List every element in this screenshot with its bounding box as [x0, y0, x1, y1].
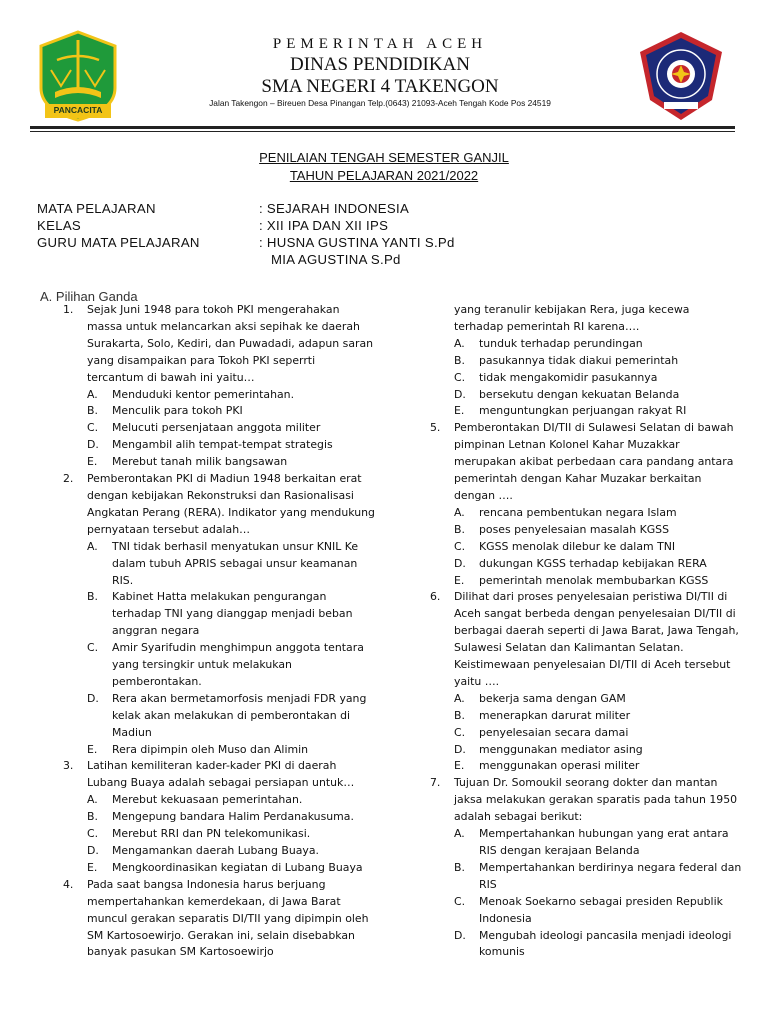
option-text: Rera dipimpin oleh Muso dan Alimin — [112, 742, 309, 756]
answer-option — [454, 826, 742, 860]
option-letter: B. — [87, 590, 98, 604]
option-letter: C. — [87, 827, 99, 841]
option-letter: B. — [87, 404, 98, 418]
option-text: Mempertahankan hubungan yang erat antara RIS dengan kerajaan Belanda — [479, 827, 729, 857]
option-letter: D. — [454, 556, 466, 570]
option-text: Melucuti persenjataan anggota militer — [112, 421, 321, 435]
option-letter: E. — [87, 860, 98, 874]
option-text: KGSS menolak dilebur ke dalam TNI — [479, 539, 676, 553]
option-letter: D. — [454, 928, 466, 942]
header-rule-thin — [30, 131, 735, 132]
option-text: Mempertahankan berdirinya negara federal dan RIS — [479, 860, 742, 891]
answer-option — [454, 725, 742, 742]
option-letter: D. — [454, 742, 466, 756]
option-text: penyelesaian secara damai — [479, 725, 629, 739]
answer-option — [454, 573, 742, 590]
aceh-emblem-logo — [37, 30, 119, 122]
section-title: A. Pilihan Ganda — [40, 289, 138, 304]
option-letter: A. — [87, 793, 98, 807]
question-number: 5. — [430, 421, 441, 435]
meta-label-subject: MATA PELAJARAN — [37, 201, 156, 216]
meta-value-class: : XII IPA DAN XII IPS — [259, 218, 389, 233]
option-text: tidak mengakomidir pasukannya — [479, 370, 658, 384]
header-rule-thick — [30, 126, 735, 129]
answer-option — [454, 708, 742, 725]
question-item — [63, 471, 375, 758]
question-text-continued: yang teranulir kebijakan Rera, juga kecewa terhadap pemerintah RI karena…. — [454, 303, 690, 333]
answer-option — [87, 454, 375, 471]
option-text: Merebut tanah milik bangsawan — [112, 455, 288, 469]
meta-value-teacher: : HUSNA GUSTINA YANTI S.Pd — [259, 235, 455, 250]
answer-option — [87, 843, 375, 860]
option-letter: D. — [87, 691, 99, 705]
option-text: dukungan KGSS terhadap kebijakan RERA — [479, 556, 707, 570]
question-item — [63, 302, 375, 471]
option-letter: D. — [87, 844, 99, 857]
meta-label-teacher: GURU MATA PELAJARAN — [37, 235, 200, 250]
option-text: pemerintah menolak membubarkan KGSS — [479, 573, 709, 587]
option-text: pasukannya tidak diakui pemerintah — [479, 353, 679, 367]
option-text: Menculik para tokoh PKI — [112, 404, 243, 418]
answer-option — [87, 809, 375, 826]
option-text: Mengambil alih tempat-tempat strategis — [112, 438, 333, 452]
question-item — [430, 589, 742, 775]
option-text: Mengamankan daerah Lubang Buaya. — [112, 844, 319, 857]
option-text: rencana pembentukan negara Islam — [479, 505, 677, 519]
answer-option — [454, 928, 742, 962]
question-text: Dilihat dari proses penyelesaian peristiwa DI/TII di Aceh sangat berbeda dengan penyelesaian DI/TII di berbagai daerah seperti di Jawa Barat, Jawa Tengah, Sulawesi Selatan dan Kalimantan Selatan. Keistimewaan penyelesaian DI/TII di Aceh tersebut yaitu …. — [454, 590, 739, 688]
option-text: Mengepung bandara Halim Perdanakusuma. — [112, 810, 354, 824]
answer-option — [454, 758, 742, 775]
option-letter: E. — [87, 742, 98, 756]
questions-left-column — [63, 302, 375, 961]
logo-left-text: PANCACITA — [53, 105, 103, 115]
option-text: bekerja sama dengan GAM — [479, 691, 626, 705]
answer-option — [454, 556, 742, 573]
question-item — [430, 420, 742, 589]
question-options-continued — [430, 336, 742, 421]
option-letter: E. — [454, 573, 465, 587]
option-text: menggunakan mediator asing — [479, 742, 643, 756]
question-item — [63, 877, 375, 962]
questions-right-column — [430, 302, 742, 961]
question-text: Pemberontakan PKI di Madiun 1948 berkaitan erat dengan kebijakan Rekonstruksi dan Rasionalisasi Angkatan Perang (RERA). Indikator yang mendukung pernyataan tersebut adalah… — [87, 472, 375, 536]
exam-title: PENILAIAN TENGAH SEMESTER GANJIL — [259, 150, 509, 165]
option-letter: C. — [454, 725, 466, 739]
option-text: Merebut kekuasaan pemerintahan. — [112, 793, 303, 807]
option-letter: D. — [87, 438, 99, 452]
school-emblem-logo — [638, 30, 724, 122]
option-letter: E. — [454, 404, 465, 418]
header-school-name: SMA NEGERI 4 TAKENGON — [261, 76, 499, 97]
question-text: Pada saat bangsa Indonesia harus berjuang mempertahankan kemerdekaan, di Jawa Barat muncul gerakan separatis DI/TII yang dipimpin oleh SM Kartosoewirjo. Gerakan ini, selain disebabkan banyak pasukan SM Kartosoewirjo — [87, 877, 369, 959]
option-letter: C. — [454, 894, 466, 908]
option-text: bersekutu dengan kekuatan Belanda — [479, 387, 680, 401]
option-letter: A. — [454, 691, 465, 705]
option-text: Amir Syarifudin menghimpun anggota tentara yang tersingkir untuk melakukan pemberontakan. — [112, 641, 364, 688]
option-text: TNI tidak berhasil menyatukan unsur KNIL Ke dalam tubuh APRIS sebagai unsur keamanan RIS. — [112, 539, 359, 587]
meta-value-teacher-2: MIA AGUSTINA S.Pd — [271, 252, 401, 267]
answer-option — [454, 539, 742, 556]
option-letter: A. — [454, 505, 465, 519]
option-letter: C. — [87, 641, 99, 655]
option-letter: A. — [454, 336, 465, 350]
meta-value-subject: : SEJARAH INDONESIA — [259, 201, 410, 216]
question-number: 3. — [63, 759, 74, 773]
option-letter: B. — [454, 860, 465, 874]
answer-option — [454, 403, 742, 420]
option-text: Rera akan bermetamorfosis menjadi FDR yang kelak akan melakukan di pemberontakan di Madiun — [112, 691, 367, 739]
option-text: Menoak Soekarno sebagai presiden Republik Indonesia — [479, 894, 723, 925]
answer-option — [454, 370, 742, 387]
question-text: Pemberontakan DI/TII di Sulawesi Selatan di bawah pimpinan Letnan Kolonel Kahar Muzakkar merupakan akibat perbedaan cara pandang antara pemerintah dengan Kahar Muzakar berkaitan dengan …. — [454, 421, 734, 502]
question-text: Latihan kemiliteran kader-kader PKI di daerah Lubang Buaya adalah sebagai persiapan untuk… — [87, 759, 355, 790]
option-letter: E. — [87, 455, 98, 469]
answer-option — [87, 691, 375, 742]
question-text: Tujuan Dr. Somoukil seorang dokter dan mantan jaksa melakukan gerakan sparatis pada tahun 1950 adalah sebagai berikut: — [454, 776, 738, 824]
question-number: 4. — [63, 877, 74, 891]
question-number: 6. — [430, 590, 441, 604]
answer-option — [454, 505, 742, 522]
option-letter: A. — [87, 387, 98, 401]
option-letter: D. — [454, 387, 466, 401]
answer-option — [454, 387, 742, 404]
answer-option — [454, 353, 742, 370]
question-number: 2. — [63, 472, 74, 486]
answer-option — [87, 742, 375, 759]
header-address: Jalan Takengon – Bireuen Desa Pinangan Telp.(0643) 21093-Aceh Tengah Kode Pos 24519 — [209, 98, 551, 108]
option-text: menguntungkan perjuangan rakyat RI — [479, 404, 687, 418]
answer-option — [87, 539, 375, 590]
answer-option — [454, 742, 742, 759]
question-number: 1. — [63, 303, 74, 316]
header-government: PEMERINTAH ACEH — [272, 36, 488, 52]
option-letter: A. — [454, 827, 465, 841]
option-letter: C. — [454, 370, 466, 384]
option-text: Merebut RRI dan PN telekomunikasi. — [112, 827, 311, 841]
answer-option — [454, 522, 742, 539]
question-item — [430, 775, 742, 961]
option-text: poses penyelesaian masalah KGSS — [479, 522, 669, 536]
header-department: DINAS PENDIDIKAN — [290, 54, 470, 75]
option-letter: A. — [87, 539, 98, 553]
answer-option — [87, 640, 375, 691]
option-letter: B. — [454, 353, 465, 367]
answer-option — [87, 420, 375, 437]
answer-option — [454, 336, 742, 353]
option-text: tunduk terhadap perundingan — [479, 336, 643, 350]
option-letter: C. — [87, 421, 99, 435]
answer-option — [87, 792, 375, 809]
exam-year: TAHUN PELAJARAN 2021/2022 — [289, 168, 479, 183]
option-letter: B. — [87, 810, 98, 824]
option-text: menerapkan darurat militer — [479, 708, 631, 722]
option-letter: E. — [454, 759, 465, 773]
option-letter: B. — [454, 708, 465, 722]
option-text: Mengubah ideologi pancasila menjadi ideologi komunis — [479, 928, 732, 959]
answer-option — [454, 894, 742, 928]
answer-option — [87, 826, 375, 843]
answer-option — [87, 437, 375, 454]
answer-option — [87, 387, 375, 404]
question-text: Sejak Juni 1948 para tokoh PKI mengerahakan massa untuk melancarkan aksi sepihak ke daerah Surakarta, Solo, Kediri, dan Puwadadi, adapun saran yang disampaikan para Tokoh PKI seperrti tercantum di bawah ini yaitu… — [87, 303, 374, 384]
option-letter: B. — [454, 522, 465, 536]
option-letter: C. — [454, 539, 466, 553]
answer-option — [87, 589, 375, 640]
answer-option — [87, 403, 375, 420]
option-text: menggunakan operasi militer — [479, 759, 640, 773]
option-text: Mengkoordinasikan kegiatan di Lubang Buaya — [112, 860, 363, 874]
answer-option — [87, 860, 375, 877]
option-text: Kabinet Hatta melakukan pengurangan terhadap TNI yang dianggap menjadi beban anggran negara — [112, 590, 353, 638]
answer-option — [454, 860, 742, 894]
option-text: Menduduki kentor pemerintahan. — [112, 387, 295, 401]
answer-option — [454, 691, 742, 708]
meta-label-class: KELAS — [37, 218, 82, 233]
question-item — [63, 758, 375, 876]
question-number: 7. — [430, 776, 441, 790]
